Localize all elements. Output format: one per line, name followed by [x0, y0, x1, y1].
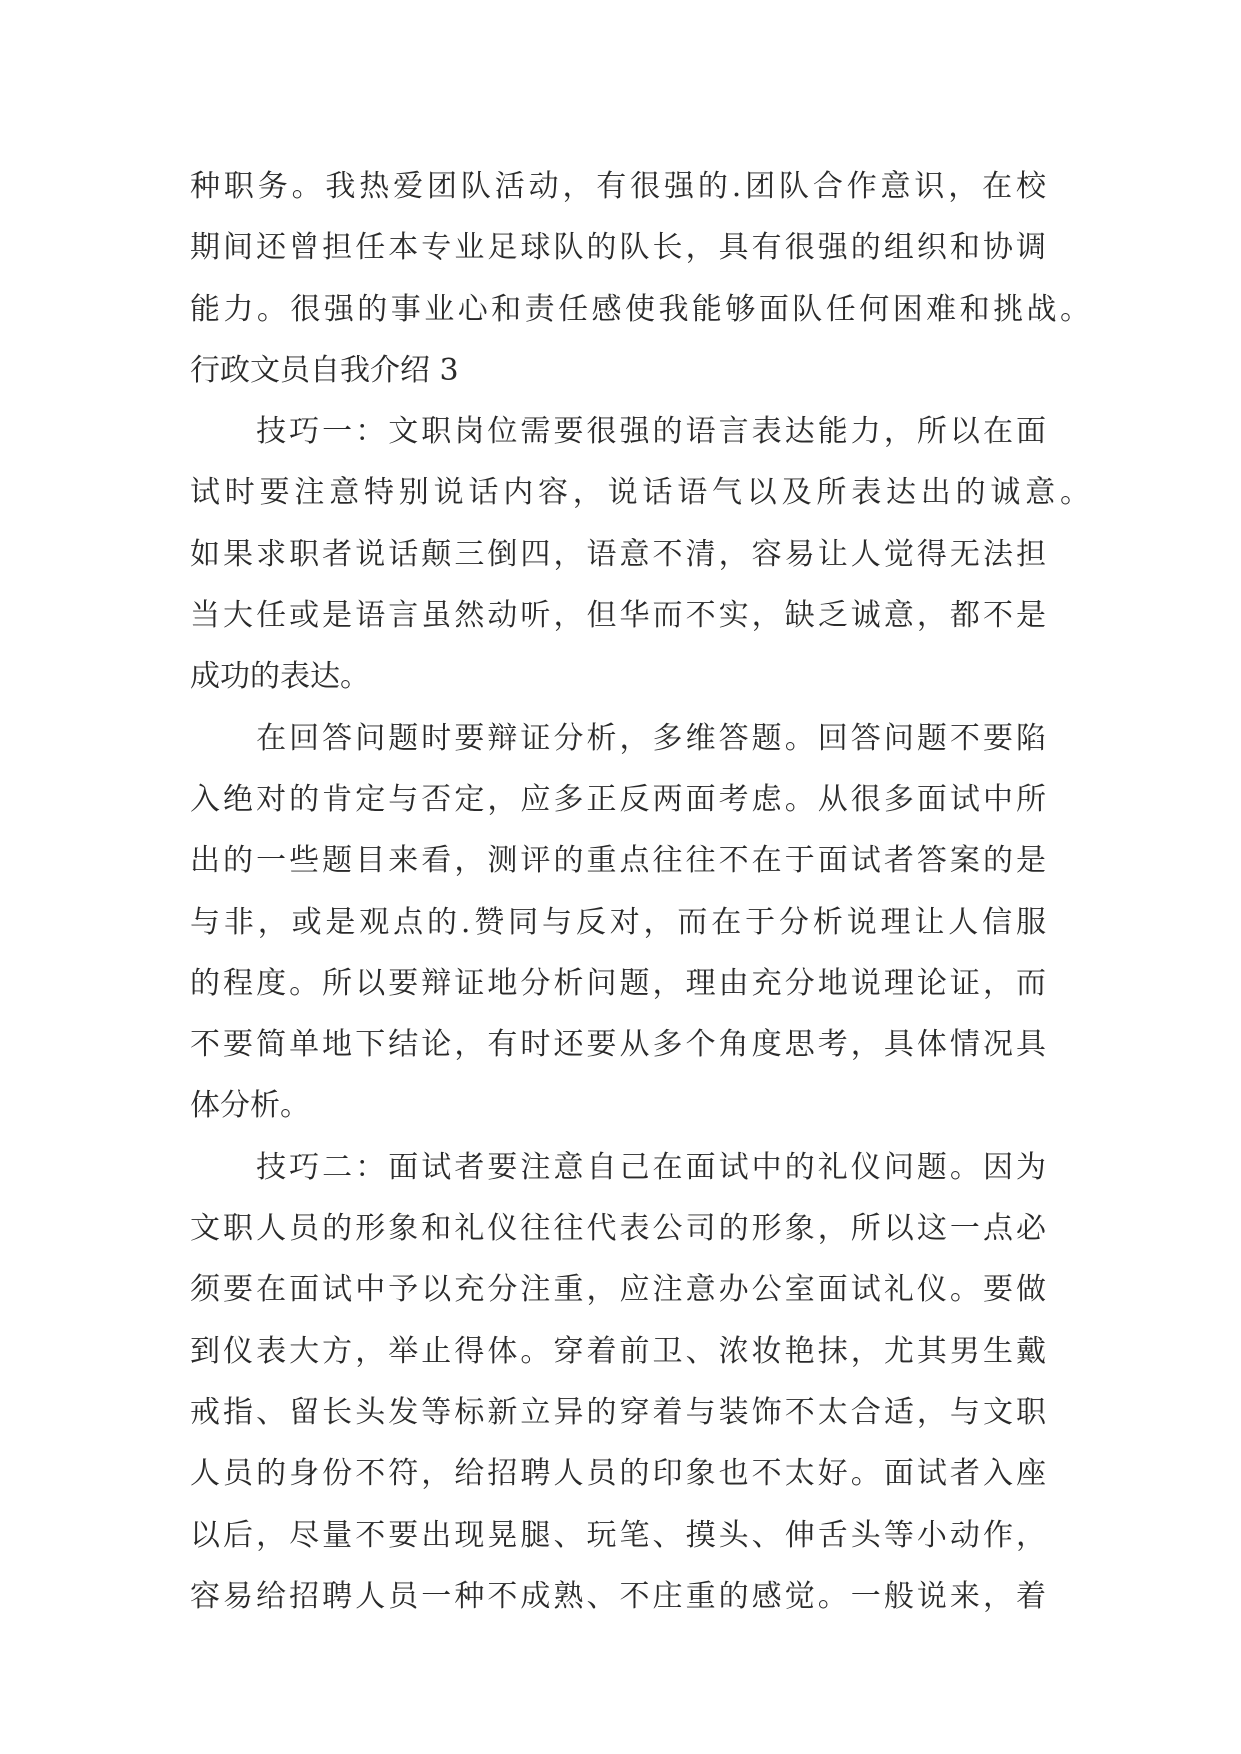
text-line: 期间还曾担任本专业足球队的队长，具有很强的组织和协调	[190, 230, 1046, 266]
text-line: 试时要注意特别说话内容，说话语气以及所表达出的诚意。	[190, 475, 1090, 511]
text-line: 与非，或是观点的.赞同与反对，而在于分析说理让人信服	[190, 904, 1046, 940]
text-line: 须要在面试中予以充分注重，应注意办公室面试礼仪。要做	[190, 1272, 1046, 1308]
text-line: 体分析。	[190, 1088, 310, 1124]
text-line: 成功的表达。	[190, 659, 370, 695]
text-line: 能力。很强的事业心和责任感使我能够面队任何困难和挑战。	[190, 291, 1090, 327]
text-line: 入绝对的肯定与否定，应多正反两面考虑。从很多面试中所	[190, 781, 1046, 817]
text-line: 种职务。我热爱团队活动，有很强的.团队合作意识，在校	[190, 169, 1046, 204]
text-line: 技巧一：文职岗位需要很强的语言表达能力，所以在面	[190, 414, 1046, 450]
text-line: 容易给招聘人员一种不成熟、不庄重的感觉。一般说来，着	[190, 1578, 1046, 1614]
text-line: 人员的身份不符，给招聘人员的印象也不太好。面试者入座	[190, 1456, 1046, 1492]
document-body	[190, 156, 1090, 1627]
text-line: 文职人员的形象和礼仪往往代表公司的形象，所以这一点必	[190, 1211, 1046, 1247]
text-line: 出的一些题目来看，测评的重点往往不在于面试者答案的是	[190, 843, 1046, 879]
text-line: 如果求职者说话颠三倒四，语意不清，容易让人觉得无法担	[190, 536, 1046, 572]
section-heading: 行政文员自我介绍 3	[190, 352, 459, 388]
text-line: 技巧二：面试者要注意自己在面试中的礼仪问题。因为	[190, 1149, 1046, 1185]
text-line: 的程度。所以要辩证地分析问题，理由充分地说理论证，而	[190, 965, 1046, 1001]
text-line: 不要简单地下结论，有时还要从多个角度思考，具体情况具	[190, 1027, 1046, 1063]
text-line: 以后，尽量不要出现晃腿、玩笔、摸头、伸舌头等小动作，	[190, 1517, 1046, 1553]
text-line: 到仪表大方，举止得体。穿着前卫、浓妆艳抹，尤其男生戴	[190, 1333, 1046, 1369]
text-line: 戒指、留长头发等标新立异的穿着与装饰不太合适，与文职	[190, 1394, 1046, 1430]
text-line: 在回答问题时要辩证分析，多维答题。回答问题不要陷	[190, 720, 1046, 756]
text-line: 当大任或是语言虽然动听，但华而不实，缺乏诚意，都不是	[190, 598, 1046, 634]
